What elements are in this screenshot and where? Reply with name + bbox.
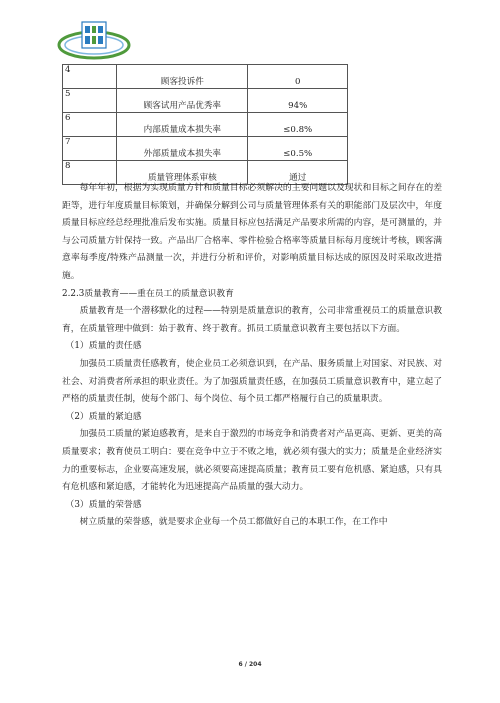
row-target-value: ≤0.5% <box>283 149 313 159</box>
row-number: 4 <box>65 65 71 75</box>
table-row <box>63 89 348 113</box>
section-heading-2-2-3: 2.2.3质量教育——重在员工的质量意识教育 <box>62 288 234 299</box>
company-logo-icon <box>57 14 131 64</box>
paragraph-quality-education: 质量教育是一个潜移默化的过程——特别是质量意识的教育，公司非常重视员工的质量意识教育，在质量管理中做到：始于教育、终于教育。抓员工质量意识教育主要包括以下方面。 <box>62 306 442 334</box>
subheading-responsibility: （1）质量的责任感 <box>65 341 142 352</box>
row-target-value: 0 <box>294 77 301 87</box>
row-item-name: 外部质量成本损失率 <box>143 149 222 159</box>
paragraph-annual-targets: 每年年初，根据为实现质量方针和质量目标必须解决的主要问题以及现状和目标之间存在的差距等，进行年度质量目标策划，并确保分解到公司与质量管理体系有关的职能部门及层次中，年度质量目标应经总经理批准后发布实施。质量目标应包括满足产品要求所需的内容，是可测量的，并与公司质量方针保持一致。产品出厂合格率、零件检验合格率等质量目标每月度统计考核，顾客满意率每季度/特殊产品测量一次，并进行分析和评价，对影响质量目标达成的原因及时采取改进措施。 <box>62 183 442 281</box>
table-row <box>63 65 348 89</box>
row-target-value: 通过 <box>289 173 307 183</box>
row-number: 7 <box>65 137 71 147</box>
paragraph-responsibility: 加强员工质量责任感教育，使企业员工必须意识到，在产品、服务质量上对国家、对民族、对社会、对消费者所承担的职业责任。为了加强质量责任感，在加强员工质量意识教育中，建立起了严格的质量责任制，使每个部门、每个岗位、每个员工都严格履行自己的质量职责。 <box>62 358 442 405</box>
row-target-value: ≤0.8% <box>283 125 313 135</box>
page-number: 6 / 204 <box>238 661 262 668</box>
subheading-honor: （3）质量的荣誉感 <box>65 499 142 510</box>
row-item-name: 顾客投诉件 <box>160 77 204 87</box>
row-item-name: 顾客试用产品优秀率 <box>143 101 222 111</box>
row-number: 8 <box>65 161 71 171</box>
row-target-value: 94% <box>288 101 308 111</box>
paragraph-urgency: 加强员工质量的紧迫感教育，是来自于激烈的市场竞争和消费者对产品更高、更新、更美的高质量要求；教育使员工明白：要在竞争中立于不败之地，就必须有强大的实力；质量是企业经济实力的重要标志，企业要高速发展，就必须要高速提高质量；教育员工要有危机感、紧迫感，只有具有危机感和紧迫感，才能转化为迅速提高产品质量的强大动力。 <box>62 429 442 493</box>
row-item-name: 质量管理体系审核 <box>147 173 217 183</box>
table-row <box>63 137 348 161</box>
paragraph-honor: 树立质量的荣誉感，就是要求企业每一个员工都做好自己的本职工作，在工作中 <box>79 517 388 528</box>
quality-targets-table <box>62 64 348 185</box>
row-number: 6 <box>65 113 71 123</box>
table-row <box>63 113 348 137</box>
row-number: 5 <box>65 89 71 99</box>
document-body <box>62 180 442 532</box>
subheading-urgency: （2）质量的紧迫感 <box>65 411 142 422</box>
row-item-name: 内部质量成本损失率 <box>143 125 222 135</box>
